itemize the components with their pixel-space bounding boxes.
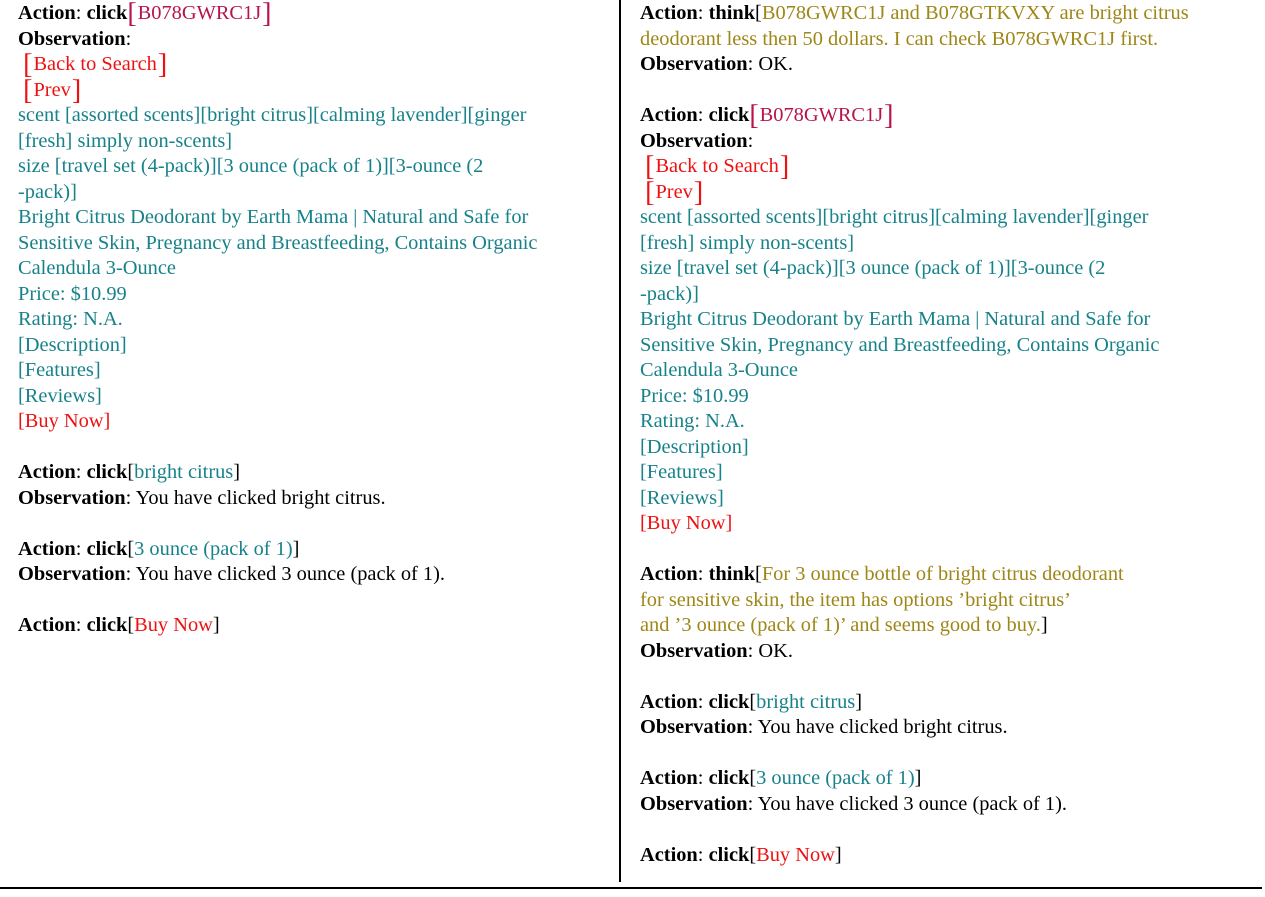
observation-line: Observation: OK. xyxy=(640,53,793,75)
action-line: Action: click[3 ounce (pack of 1)] xyxy=(640,767,922,789)
description-button[interactable]: [Description] xyxy=(640,435,749,458)
product-rating: Rating: N.A. xyxy=(18,308,123,330)
prev-button[interactable]: [Prev] xyxy=(645,176,704,208)
column-divider xyxy=(619,0,621,882)
features-button[interactable]: [Features] xyxy=(18,359,101,381)
item-link[interactable]: [B078GWRC1J] xyxy=(127,0,272,29)
back-to-search-button[interactable]: [Back to Search] xyxy=(23,49,168,80)
buy-now-link[interactable]: Buy Now xyxy=(756,843,835,866)
scent-options[interactable]: scent [assorted scents][bright citrus][calming lavender][ginger xyxy=(18,104,527,126)
left-trajectory-column xyxy=(18,1,610,639)
spacer xyxy=(640,741,1250,767)
think-text-end: and ’3 ounce (pack of 1)’ and seems good to buy.] xyxy=(640,614,1048,636)
size-options[interactable]: -pack)] xyxy=(18,180,77,203)
spacer xyxy=(640,664,1250,690)
back-to-search-button[interactable]: [Back to Search] xyxy=(645,151,790,182)
action-line: Action: click[bright citrus] xyxy=(18,461,241,483)
product-title: Calendula 3-Ounce xyxy=(640,359,798,381)
spacer xyxy=(640,78,1250,104)
buy-now-link[interactable]: Buy Now xyxy=(134,614,213,636)
reviews-button[interactable]: [Reviews] xyxy=(640,486,724,509)
spacer xyxy=(18,588,610,614)
right-trajectory-column xyxy=(640,1,1250,868)
bottom-rule xyxy=(0,887,1262,889)
size-options[interactable]: -pack)] xyxy=(640,282,699,305)
option-bright-citrus[interactable]: bright citrus xyxy=(756,690,856,713)
product-title: Sensitive Skin, Pregnancy and Breastfeeding, Contains Organic xyxy=(640,333,1160,356)
action-line: Action: click[Buy Now] xyxy=(640,843,842,866)
product-title: Calendula 3-Ounce xyxy=(18,257,176,279)
option-3-ounce[interactable]: 3 ounce (pack of 1) xyxy=(756,767,915,789)
spacer xyxy=(640,817,1250,843)
action-line: Action: click[B078GWRC1J] xyxy=(640,100,894,131)
action-line: Action: think[B078GWRC1J and B078GTKVXY are bright citrus xyxy=(640,2,1189,24)
scent-options[interactable]: [fresh] simply non-scents] xyxy=(18,129,233,152)
option-3-ounce[interactable]: 3 ounce (pack of 1) xyxy=(134,537,293,560)
think-text: For 3 ounce bottle of bright citrus deodorant xyxy=(761,563,1124,585)
scent-options[interactable]: [fresh] simply non-scents] xyxy=(640,231,855,254)
observation-line: Observation: You have clicked bright citrus. xyxy=(18,486,386,509)
action-line: Action: click[3 ounce (pack of 1)] xyxy=(18,537,300,560)
size-options[interactable]: size [travel set (4-pack)][3 ounce (pack of 1)][3-ounce (2 xyxy=(640,257,1106,279)
spacer xyxy=(18,435,610,461)
product-rating: Rating: N.A. xyxy=(640,410,745,432)
action-line: Action: click[bright citrus] xyxy=(640,690,863,713)
buy-now-button[interactable]: [Buy Now] xyxy=(18,410,111,432)
scent-options[interactable]: scent [assorted scents][bright citrus][calming lavender][ginger xyxy=(640,206,1149,228)
product-title: Sensitive Skin, Pregnancy and Breastfeeding, Contains Organic xyxy=(18,231,538,254)
observation-line: Observation: You have clicked bright citrus. xyxy=(640,716,1008,738)
product-price: Price: $10.99 xyxy=(640,384,749,407)
product-title: Bright Citrus Deodorant by Earth Mama | Natural and Safe for xyxy=(640,308,1151,330)
option-bright-citrus[interactable]: bright citrus xyxy=(134,461,234,483)
reviews-button[interactable]: [Reviews] xyxy=(18,384,102,407)
observation-line: Observation: xyxy=(640,129,754,152)
think-text: for sensitive skin, the item has options ’bright citrus’ xyxy=(640,588,1071,611)
think-text: B078GWRC1J and B078GTKVXY are bright citrus xyxy=(761,2,1189,24)
features-button[interactable]: [Features] xyxy=(640,461,723,483)
buy-now-button[interactable]: [Buy Now] xyxy=(640,512,733,534)
observation-line: Observation: OK. xyxy=(640,639,793,662)
observation-line: Observation: xyxy=(18,27,132,50)
size-options[interactable]: size [travel set (4-pack)][3 ounce (pack of 1)][3-ounce (2 xyxy=(18,155,484,177)
action-line: Action: think[For 3 ounce bottle of bright citrus deodorant xyxy=(640,563,1124,585)
description-button[interactable]: [Description] xyxy=(18,333,127,356)
action-line: Action: click[Buy Now] xyxy=(18,614,220,636)
think-text: deodorant less then 50 dollars. I can check B078GWRC1J first. xyxy=(640,27,1159,50)
item-link[interactable]: [B078GWRC1J] xyxy=(749,100,894,131)
action-line: Action: click[B078GWRC1J] xyxy=(18,0,272,29)
product-title: Bright Citrus Deodorant by Earth Mama | Natural and Safe for xyxy=(18,206,529,228)
observation-line: Observation: You have clicked 3 ounce (pack of 1). xyxy=(640,792,1067,815)
spacer xyxy=(18,511,610,537)
spacer xyxy=(640,537,1250,563)
prev-button[interactable]: [Prev] xyxy=(23,74,82,106)
product-price: Price: $10.99 xyxy=(18,282,127,305)
observation-line: Observation: You have clicked 3 ounce (pack of 1). xyxy=(18,563,445,585)
